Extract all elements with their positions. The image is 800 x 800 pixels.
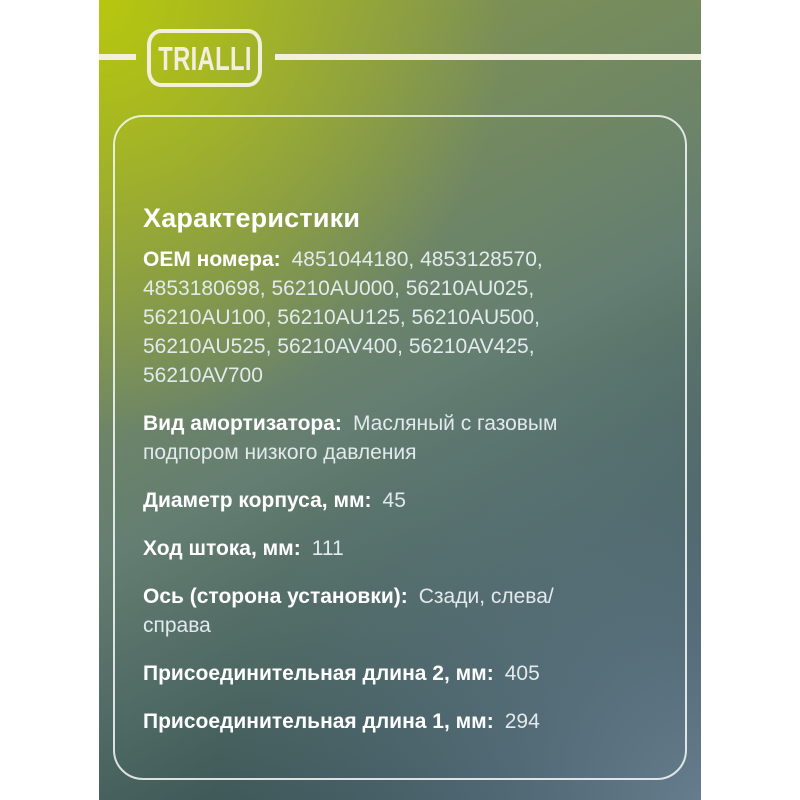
spec-value: 45	[382, 489, 406, 512]
trialli-logo	[147, 29, 262, 87]
spec-value: 4851044180, 4853128570, 4853180698, 56210AU000, 56210AU025, 56210AU100, 56210AU125, 56210AU500, 56210AU525, 56210AV400, 56210AV425, 56210AV700	[143, 248, 543, 387]
logo-divider-line-left	[99, 54, 136, 60]
spec-value: Масляный с газовым подпором низкого давления	[143, 412, 558, 464]
specs-title: Характеристики	[143, 203, 361, 233]
spec-row-absorber-type	[143, 409, 611, 467]
logo-divider-line-right	[275, 54, 701, 60]
spec-row-mounting-length-2	[143, 659, 611, 688]
spec-value: 294	[504, 710, 540, 733]
specs-card	[113, 115, 687, 780]
trialli-logo-text: TRIALLI	[157, 39, 252, 77]
brand-header	[99, 28, 701, 90]
spec-row-oem-numbers	[143, 245, 611, 390]
spec-label: Присоединительная длина 1, мм:	[143, 710, 494, 733]
spec-label: Вид амортизатора:	[143, 412, 342, 435]
spec-value: Сзади, слева/справа	[143, 585, 554, 637]
spec-label: Присоединительная длина 2, мм:	[143, 662, 494, 685]
spec-label: Ход штока, мм:	[143, 537, 301, 560]
spec-value: 405	[504, 662, 540, 685]
spec-row-axle-side	[143, 582, 611, 640]
product-image-panel	[99, 0, 701, 800]
spec-row-mounting-length-1	[143, 707, 611, 736]
spec-value: 111	[311, 537, 344, 560]
spec-row-body-diameter	[143, 486, 611, 515]
spec-label: OEM номера:	[143, 248, 281, 271]
spec-label: Ось (сторона установки):	[143, 585, 408, 608]
spec-label: Диаметр корпуса, мм:	[143, 489, 372, 512]
spec-row-rod-stroke	[143, 534, 611, 563]
